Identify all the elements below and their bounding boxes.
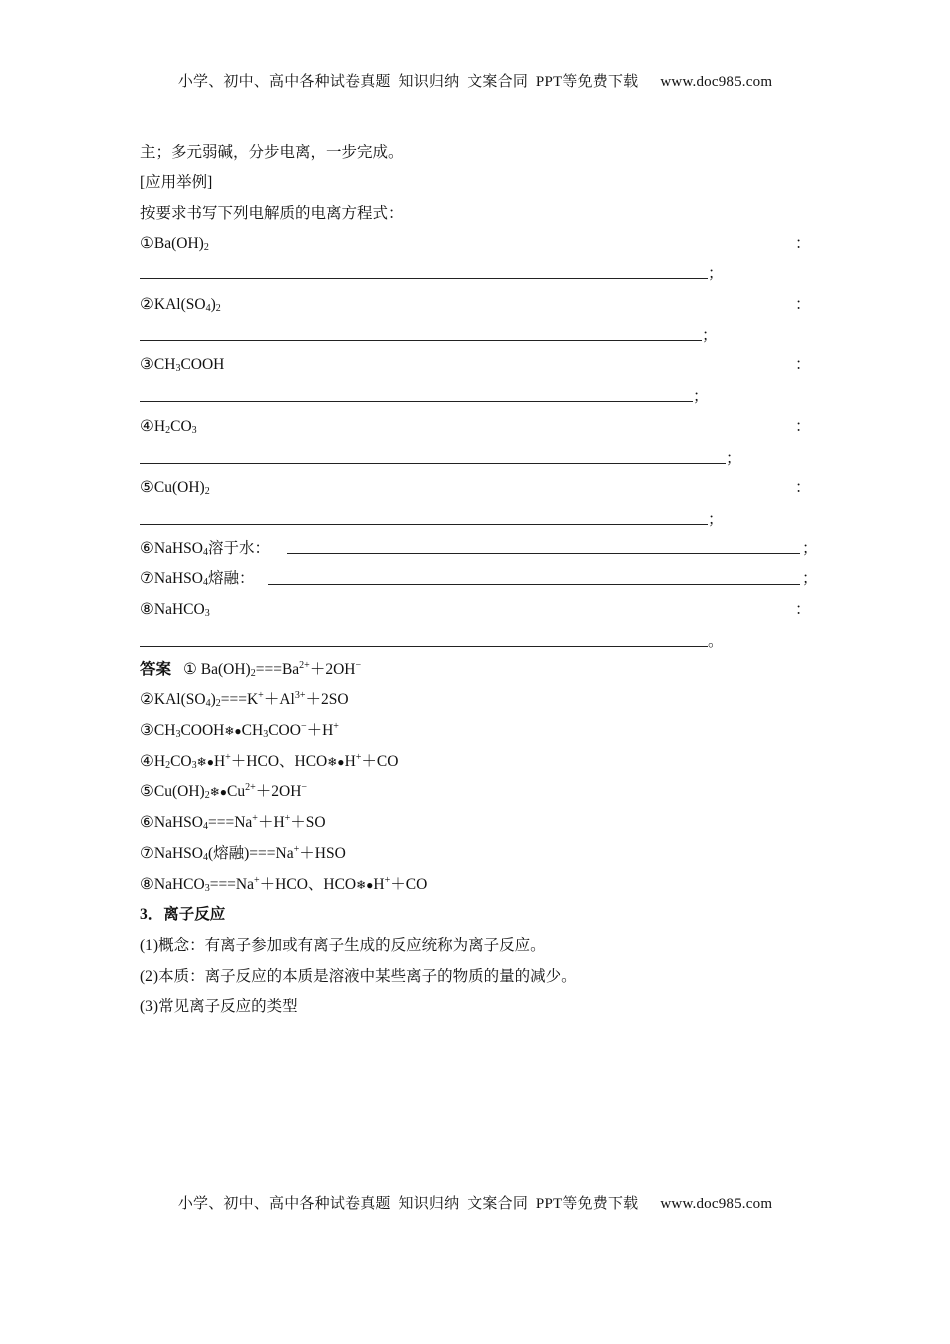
footer-text: 小学、初中、高中各种试卷真题 知识归纳 文案合同 PPT等免费下载 — [177, 1196, 639, 1212]
section-tag: [应用举例] — [140, 174, 213, 191]
answer-8: ⑧NaHCO$_3$===Na+＋HCO、HCO❄●H+＋CO — [140, 875, 428, 894]
answer-6: ⑥NaHSO$_4$===Na+＋H+＋SO — [140, 813, 326, 832]
answer-blank-5[interactable] — [140, 524, 708, 525]
semicolon: ； — [726, 450, 742, 467]
reversible-arrow-icon: ❄● — [356, 878, 374, 892]
question-6: ⑥NaHSO$_4$溶于水： — [140, 540, 271, 558]
header-text: 小学、初中、高中各种试卷真题 知识归纳 文案合同 PPT等免费下载 — [177, 74, 639, 90]
footer-site: www.doc985.com — [660, 1196, 773, 1212]
semicolon: ； — [802, 540, 818, 557]
paragraph-types: (3)常见离子反应的类型 — [140, 998, 298, 1015]
answer-1: 答案 ① $Ba(OH)_2===Ba^{2+}+2OH^-$ — [140, 660, 362, 679]
semicolon: ； — [708, 265, 724, 282]
colon: ： — [795, 356, 811, 373]
period: 。 — [708, 633, 724, 650]
reversible-arrow-icon: ❄● — [209, 785, 228, 799]
intro-line: 主；多元弱碱，分步电离，一步完成。 — [140, 144, 404, 161]
answer-blank-4[interactable] — [140, 463, 726, 464]
answer-blank-7[interactable] — [268, 584, 800, 585]
question-1: $①Ba(OH)_2$ — [140, 235, 209, 253]
semicolon: ； — [702, 327, 718, 344]
colon: ： — [795, 296, 811, 313]
question-8: ⑧NaHCO$_3$ — [140, 601, 210, 619]
answer-blank-8[interactable] — [140, 646, 708, 647]
answer-5: $⑤Cu(OH)_2❄●Cu^{2+}+2OH^-$ — [140, 782, 308, 801]
question-4: $④H_2CO_3$ — [140, 418, 197, 436]
semicolon: ； — [693, 388, 709, 405]
header-site: www.doc985.com — [660, 74, 773, 90]
page-footer — [0, 1192, 950, 1213]
question-5: $⑤Cu(OH)_2$ — [140, 479, 210, 497]
section-title: 3．离子反应 — [140, 906, 226, 923]
paragraph-essence: (2)本质：离子反应的本质是溶液中某些离子的物质的量的减少。 — [140, 968, 577, 985]
paragraph-concept: (1)概念：有离子参加或有离子生成的反应统称为离子反应。 — [140, 937, 546, 954]
page-header — [0, 70, 950, 91]
colon: ： — [795, 235, 811, 252]
question-3: $③CH_3COOH$ — [140, 356, 225, 374]
answer-label: 答案 — [140, 661, 172, 678]
question-7: ⑦NaHSO$_4$熔融： — [140, 570, 255, 588]
colon: ： — [795, 601, 811, 618]
instruction: 按要求书写下列电解质的电离方程式： — [140, 205, 404, 222]
colon: ： — [795, 418, 811, 435]
answer-3: $③CH_3COOH❄●CH_3COO^-+H^+$ — [140, 721, 339, 740]
answer-4: $④H_2CO_3❄●H^++HCO$、HCO❄●H+＋CO — [140, 752, 399, 771]
reversible-arrow-icon: ❄● — [224, 724, 242, 738]
answer-blank-3[interactable] — [140, 401, 693, 402]
answer-7: ⑦NaHSO$_4$(熔融)===Na+＋HSO — [140, 844, 346, 863]
reversible-arrow-icon: ❄● — [196, 755, 214, 769]
answer-2: $②KAl(SO_4)_2===K^++Al^{3+}+2SO$ — [140, 690, 349, 709]
question-2: $②KAl(SO_4)_2$ — [140, 296, 221, 314]
semicolon: ； — [802, 570, 818, 587]
semicolon: ； — [708, 511, 724, 528]
reversible-arrow-icon: ❄● — [327, 755, 345, 769]
answer-blank-6[interactable] — [287, 553, 800, 554]
answer-blank-1[interactable] — [140, 278, 708, 279]
answer-blank-2[interactable] — [140, 340, 702, 341]
colon: ： — [795, 479, 811, 496]
